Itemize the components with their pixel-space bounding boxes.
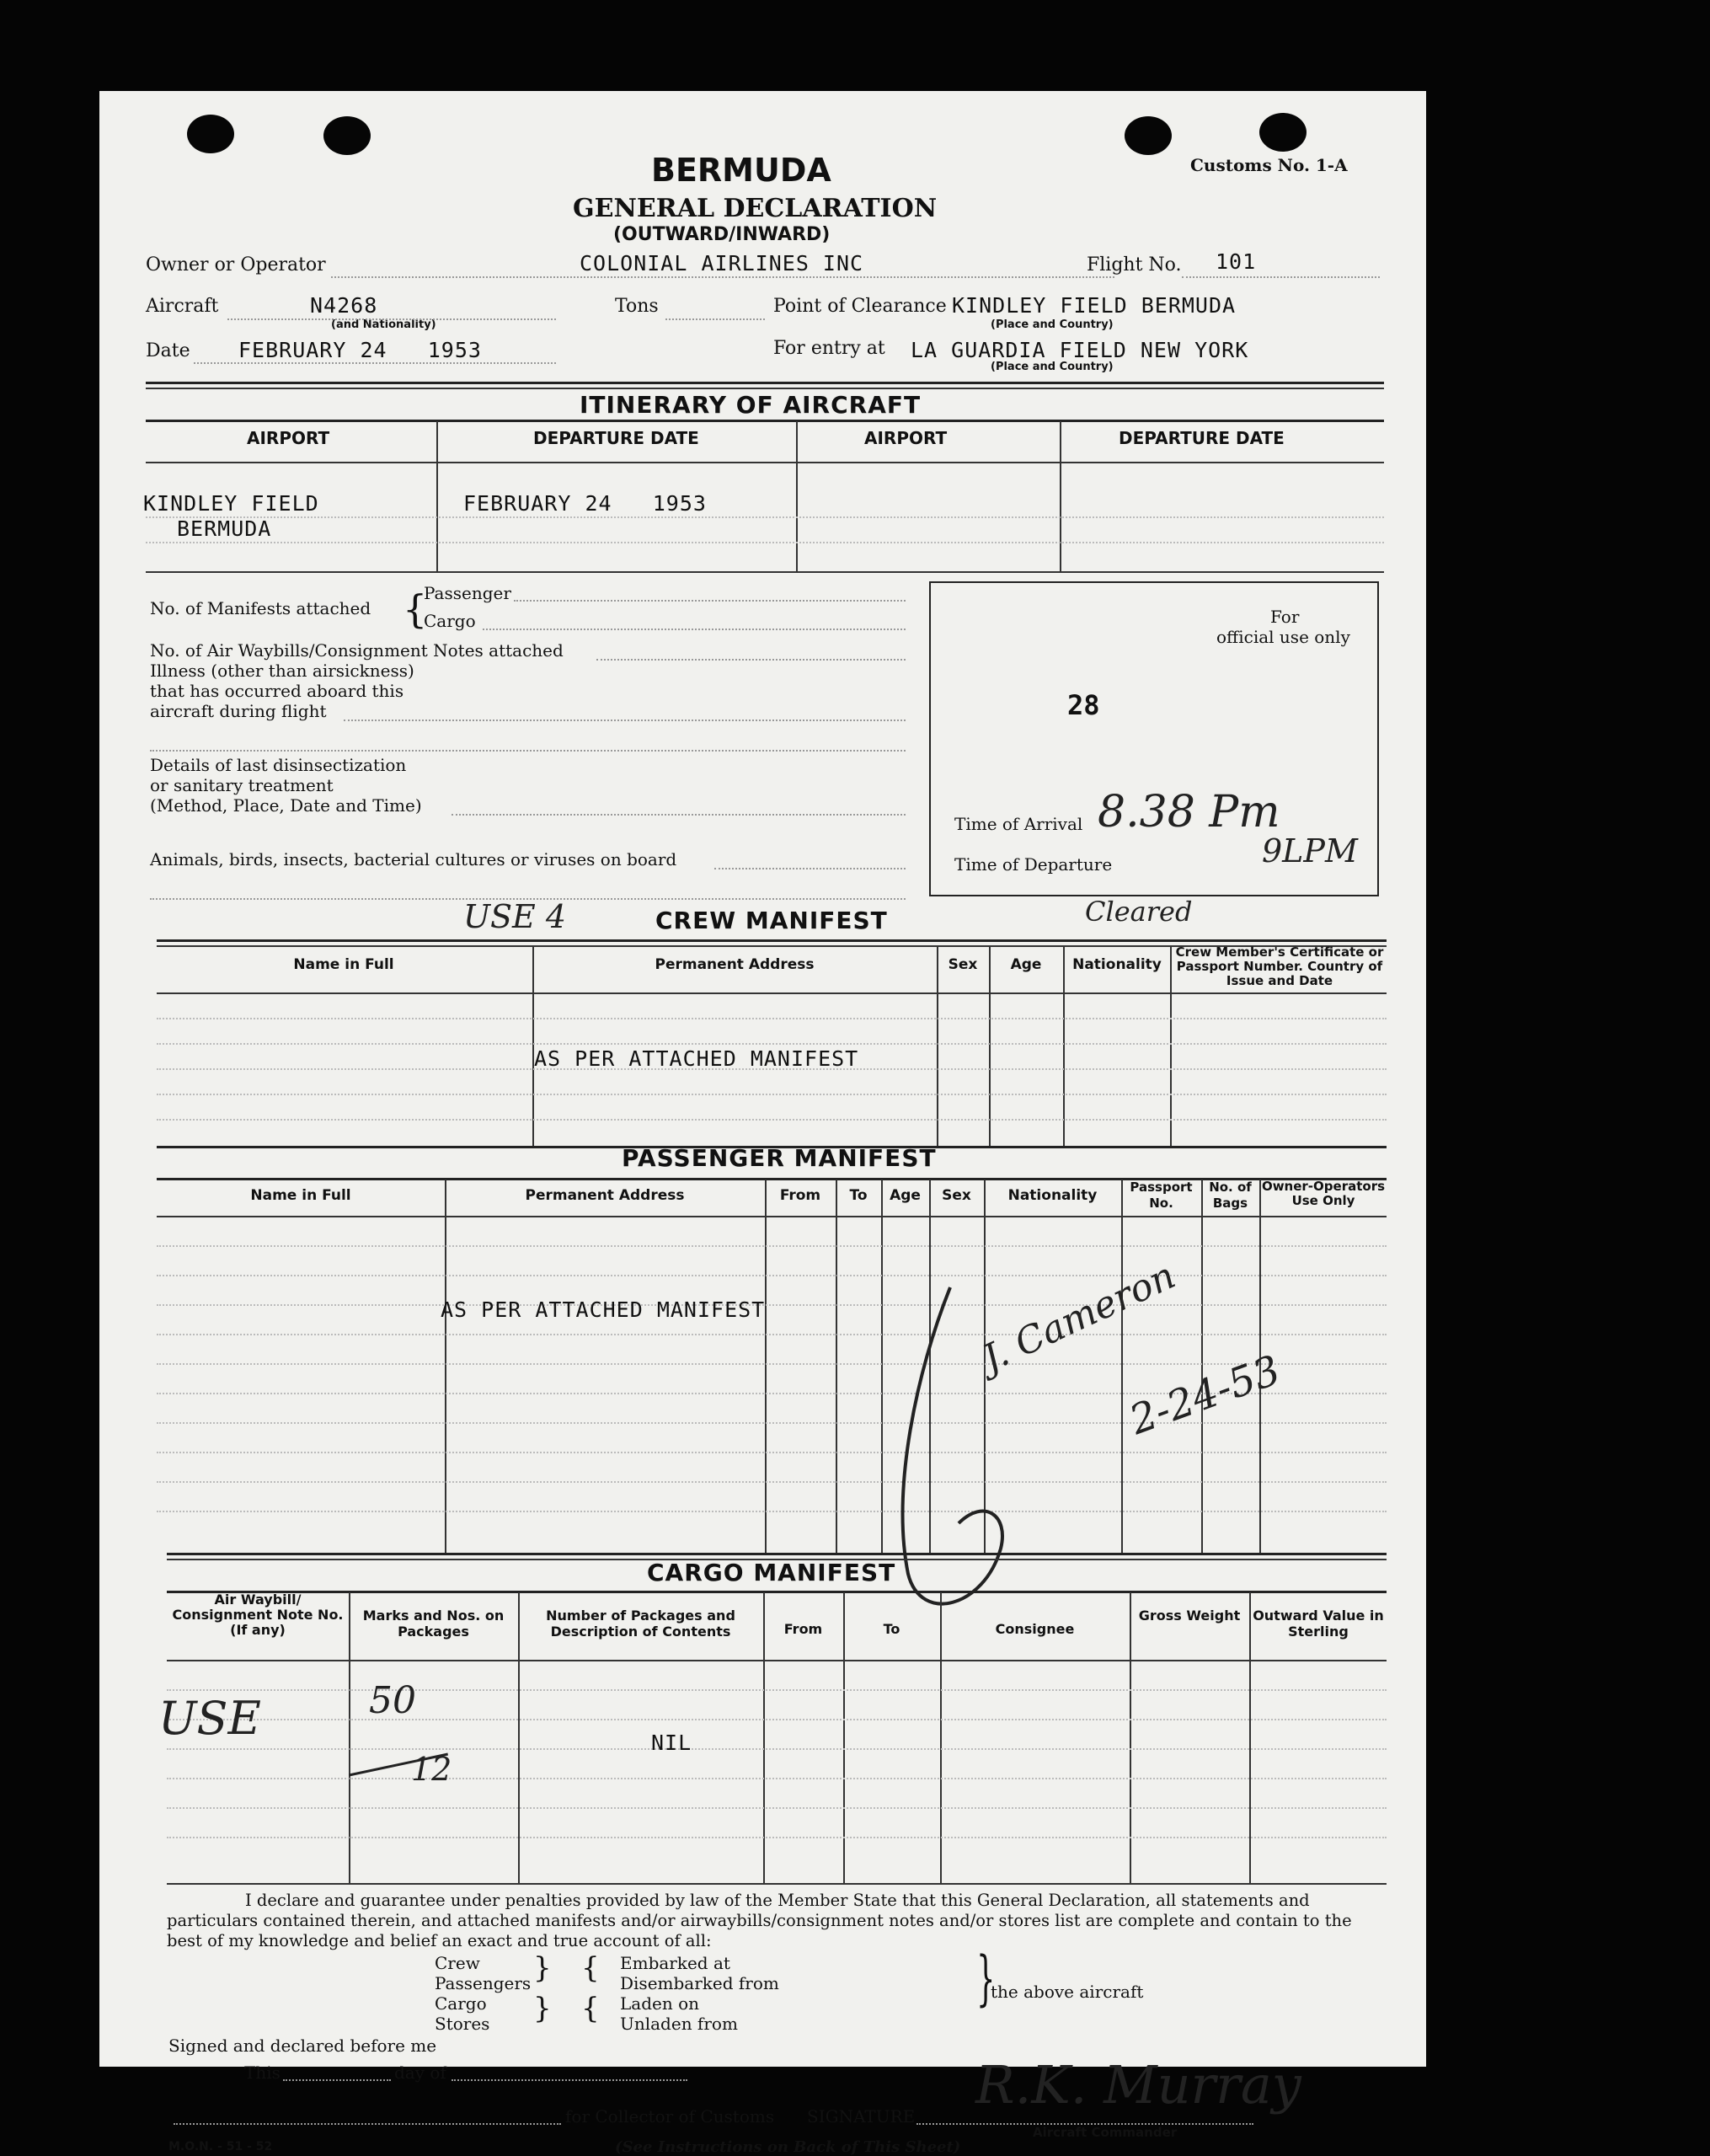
- itin-departure-date: FEBRUARY 24 1953: [463, 491, 707, 516]
- cargo-handwritten-col1: USE: [158, 1692, 261, 1745]
- instructions-note: (See Instructions on Back of This Sheet): [615, 2138, 961, 2156]
- cargo-title: CARGO MANIFEST: [647, 1559, 896, 1586]
- cargo-body: NIL: [651, 1731, 692, 1755]
- departure-handwritten: 9LPM: [1262, 832, 1358, 869]
- illness-line-1: Illness (other than airsickness): [150, 661, 414, 681]
- decl-right-disembarked: Disembarked from: [620, 1973, 779, 1993]
- entry-label: For entry at: [773, 338, 885, 359]
- pass-header-name: Name in Full: [250, 1187, 351, 1204]
- entry-note: (Place and Country): [991, 361, 1114, 373]
- punch-hole-1: [187, 115, 234, 153]
- decl-left-cargo: Cargo: [435, 1993, 487, 2014]
- crew-header-certificate: Crew Member's Certificate or Passport Number. Country of Issue and Date: [1175, 944, 1384, 988]
- crew-header-name: Name in Full: [293, 956, 394, 973]
- cargo-header-from: From: [783, 1621, 823, 1637]
- passenger-handwritten-signature: J. Cameron: [975, 1254, 1182, 1381]
- form-number: Customs No. 1-A: [1190, 155, 1348, 175]
- punch-hole-4: [1259, 113, 1307, 152]
- disinsect-line-2: or sanitary treatment: [150, 775, 334, 795]
- crew-header-age: Age: [1010, 956, 1042, 973]
- declaration-text: I declare and guarantee under penalties provided by law of the Member State that this General Declaration, all statements and particulars contained therein, and attached manifests and/or airwaybills/consignment notes and/or stores list are complete and contain to the best of my knowledge and belief an exact and true account of all:: [167, 1891, 1352, 1950]
- cargo-header-weight: Gross Weight: [1138, 1608, 1241, 1624]
- pass-header-sex: Sex: [942, 1187, 971, 1204]
- cargo-header-value: Outward Value in Sterling: [1253, 1608, 1384, 1640]
- decl-right-laden: Laden on: [620, 1993, 700, 2014]
- pass-header-bags: No. of Bags: [1209, 1180, 1252, 1211]
- clearance-value: KINDLEY FIELD BERMUDA: [952, 293, 1237, 318]
- form-title: GENERAL DECLARATION: [573, 194, 938, 223]
- decl-aircraft-text: the above aircraft: [991, 1982, 1144, 2002]
- cargo-handwritten-col2a: 50: [369, 1679, 416, 1722]
- cargo-header-to: To: [883, 1621, 900, 1637]
- flight-label: Flight No.: [1087, 254, 1182, 276]
- crew-header-address: Permanent Address: [655, 956, 815, 973]
- pass-header-passport: Passport No.: [1130, 1180, 1193, 1211]
- declaration-form: BERMUDA GENERAL DECLARATION (OUTWARD/INWARD) Customs No. 1-A Owner or Operator COLONIAL AIRLINES INC Flight No. 101 Aircraft N4268 (and Nationality) Tons Point of Clearance KINDLEY FIELD BERMUDA (Place and Country) Date FEBRUARY 24 1953 For entry at LA GUARDIA FIELD NEW YORK (Place and Country) ITINERARY OF AIRCRAFT AIRPORT DEPARTURE DATE AIRPORT DEPARTURE DATE KINDLEY FIELD BERMUDA FEBRUARY 24 1953 No. of Manifests attached { Passenger Cargo No. of Air Waybills/Consignment Notes attached Illness (other than airsickness) that has occurred aboard this aircraft during flight Details of last disinsectization or sanitary treatment (Method, Place, Date and Time) Animals, birds, insects, bacterial cultures or viruses on board For official use only 28 Time of Arrival 8.38 Pm Time of Departure 9LPM Cleared CREW MANIFEST USE 4 Name in Full Permanent Address Sex Age Nationality Crew Member's Certificate or Passport Number. Country of Issue and Date AS PER ATTACHED MANIFEST PASSENGER MANIFEST Name in Full Permanent Address From To Age Sex Nationality Passport No. No. of Bags Owner-Operators Use Only AS PER ATTACHED MANIFEST J. Cameron 2-24-53 CARGO MANIFEST Air Waybill/ Consignment Note No. (If any) Marks and Nos. on Packages Number of Packages and Description of Contents From To Consignee Gross Weight Outward Value in Sterling NIL USE 50 12 I declare and guarantee under penalties provided by law of the Member State that this General Declaration, all statements and particulars contained therein, and attached manifests and/or airwaybills/consignment notes and/or stores list are complete and contain to the best of my knowledge and belief an exact and true account of all: Crew Passengers Cargo Stores } } { { Embarked at Disembarked from Laden on Unladen from } the above aircraft Signed and declared before me This day of for Collector of Customs SIGNATURE R.K. Murray Aircraft Commander (See Instructions on Back of This Sheet) M.O.N. - 51 - 52: [99, 91, 1426, 2067]
- pass-header-from: From: [779, 1187, 821, 1204]
- aircraft-value: N4268: [310, 293, 378, 318]
- animals-label: Animals, birds, insects, bacterial cultures or viruses on board: [150, 849, 677, 869]
- pass-header-to: To: [849, 1187, 868, 1204]
- decl-left-crew: Crew: [435, 1953, 480, 1973]
- decl-right-embarked: Embarked at: [620, 1953, 730, 1973]
- itin-header-date-1: DEPARTURE DATE: [533, 428, 699, 448]
- crew-body: AS PER ATTACHED MANIFEST: [534, 1046, 859, 1071]
- passenger-title: PASSENGER MANIFEST: [622, 1144, 937, 1172]
- date-label: Date: [146, 340, 190, 361]
- stamp-number: 28: [1067, 689, 1100, 721]
- aircraft-label: Aircraft: [146, 296, 219, 317]
- manifest-passenger-label: Passenger: [424, 583, 511, 603]
- waybills-label: No. of Air Waybills/Consignment Notes attached: [150, 640, 564, 661]
- punch-hole-2: [323, 116, 371, 155]
- owner-label: Owner or Operator: [146, 254, 326, 276]
- clearance-label: Point of Clearance: [773, 296, 947, 317]
- form-subtitle: (OUTWARD/INWARD): [613, 224, 831, 245]
- itinerary-title: ITINERARY OF AIRCRAFT: [580, 391, 922, 419]
- collector-label: for Collector of Customs: [565, 2106, 775, 2127]
- arrival-handwritten: 8.38 Pm: [1098, 787, 1280, 837]
- aircraft-note: (and Nationality): [331, 318, 436, 331]
- signature-label: SIGNATURE: [807, 2106, 916, 2127]
- cargo-header-marks: Marks and Nos. on Packages: [362, 1608, 505, 1640]
- itin-header-date-2: DEPARTURE DATE: [1119, 428, 1285, 448]
- cargo-header-packages: Number of Packages and Description of Contents: [546, 1608, 735, 1640]
- decl-left-stores: Stores: [435, 2014, 490, 2034]
- passenger-body: AS PER ATTACHED MANIFEST: [441, 1297, 766, 1322]
- entry-value: LA GUARDIA FIELD NEW YORK: [911, 338, 1249, 362]
- cargo-header-waybill: Air Waybill/ Consignment Note No. (If any): [172, 1592, 344, 1638]
- crew-header-sex: Sex: [948, 956, 978, 973]
- crew-title: CREW MANIFEST: [655, 907, 888, 934]
- this-label: This: [244, 2062, 281, 2083]
- itin-header-airport-1: AIRPORT: [247, 428, 330, 448]
- passenger-handwritten-scribble: [883, 1271, 1018, 1624]
- crew-handwritten-note: USE 4: [463, 898, 567, 935]
- disinsect-line-1: Details of last disinsectization: [150, 755, 407, 775]
- day-of-label: day of: [394, 2062, 446, 2083]
- signed-label: Signed and declared before me: [168, 2036, 437, 2056]
- commander-label: Aircraft Commander: [1033, 2125, 1178, 2140]
- passenger-handwritten-date: 2-24-53: [1124, 1346, 1287, 1444]
- flight-value: 101: [1216, 249, 1257, 274]
- manifests-label: No. of Manifests attached: [150, 598, 371, 618]
- commander-signature: R.K. Murray: [975, 2054, 1301, 2116]
- pass-header-owner-use: Owner-Operators Use Only: [1261, 1179, 1386, 1208]
- owner-value: COLONIAL AIRLINES INC: [580, 251, 864, 276]
- cargo-handwritten-col2b: 12: [411, 1751, 452, 1788]
- illness-line-3: aircraft during flight: [150, 701, 327, 721]
- itin-airport-line1: KINDLEY FIELD: [143, 491, 319, 516]
- tons-label: Tons: [615, 296, 659, 317]
- decl-left-passengers: Passengers: [435, 1973, 532, 1993]
- illness-line-2: that has occurred aboard this: [150, 681, 404, 701]
- itin-airport-line2: BERMUDA: [177, 516, 272, 541]
- official-label-1: For: [1270, 607, 1300, 627]
- pass-header-address: Permanent Address: [525, 1187, 685, 1204]
- form-code: M.O.N. - 51 - 52: [168, 2140, 273, 2153]
- itin-header-airport-2: AIRPORT: [864, 428, 948, 448]
- date-value: FEBRUARY 24 1953: [238, 338, 482, 362]
- manifest-cargo-label: Cargo: [424, 611, 476, 631]
- punch-hole-3: [1125, 116, 1172, 155]
- clearance-note: (Place and Country): [991, 318, 1114, 331]
- cleared-handwritten: Cleared: [1085, 896, 1193, 928]
- pass-header-nationality: Nationality: [1007, 1187, 1098, 1204]
- decl-right-unladen: Unladen from: [620, 2014, 738, 2034]
- arrival-label: Time of Arrival: [954, 814, 1083, 834]
- crew-header-nationality: Nationality: [1072, 956, 1162, 973]
- official-label-2: official use only: [1216, 627, 1350, 647]
- disinsect-line-3: (Method, Place, Date and Time): [150, 795, 422, 816]
- departure-label: Time of Departure: [954, 854, 1113, 875]
- cargo-header-consignee: Consignee: [995, 1621, 1075, 1637]
- country-title: BERMUDA: [651, 152, 831, 189]
- pass-header-age: Age: [890, 1187, 921, 1204]
